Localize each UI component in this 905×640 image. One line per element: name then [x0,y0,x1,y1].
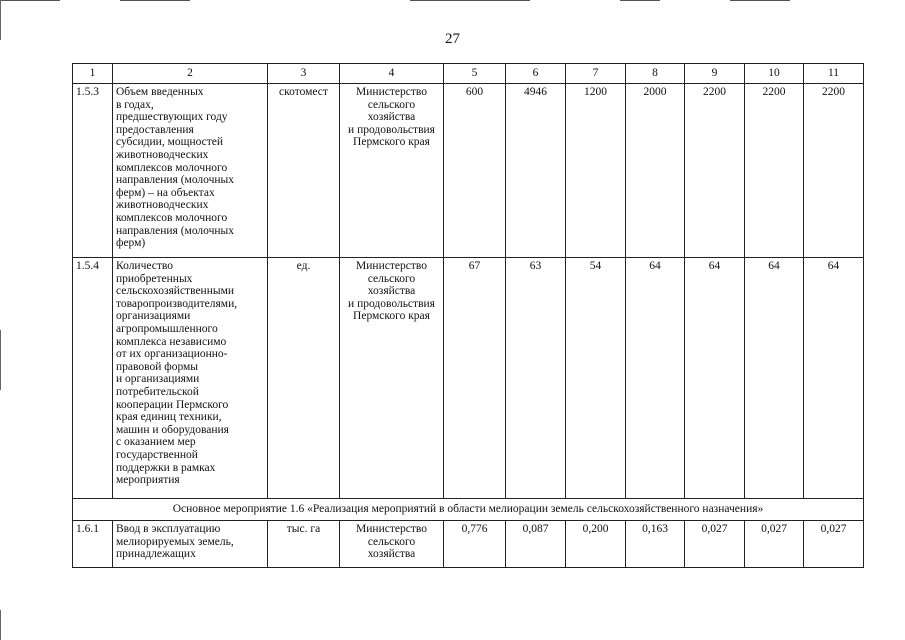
table-row [73,258,864,499]
value-cell: 2200 [685,84,745,258]
indicator-name: Объем введенных в годах, предшествующих году предоставления субсидии, мощностей животноводческих комплексов молочного направления (молочных ферм) – на объектах животноводческих комплексов молочного направления (молочных ферм) [113,84,268,258]
executor-cell: Министерство сельского хозяйства [340,521,444,568]
value-cell: 0,163 [626,521,685,568]
value-cell: 67 [444,258,506,499]
value-cell: 4946 [506,84,566,258]
unit-cell: тыс. га [268,521,340,568]
section-header-row [73,499,864,521]
value-cell: 2200 [804,84,864,258]
row-index: 1.6.1 [73,521,113,568]
scan-edge-left [0,0,2,640]
section-header: Основное мероприятие 1.6 «Реализация мероприятий в области мелиорации земель сельскохозяйственного назначения» [73,499,864,521]
table-row [73,521,864,568]
column-number: 10 [745,64,804,84]
column-number: 7 [566,64,626,84]
column-number: 2 [113,64,268,84]
row-index: 1.5.4 [73,258,113,499]
value-cell: 0,027 [804,521,864,568]
column-number: 11 [804,64,864,84]
scan-edge-top [0,0,905,2]
table-row [73,84,864,258]
value-cell: 64 [745,258,804,499]
value-cell: 64 [804,258,864,499]
value-cell: 63 [506,258,566,499]
unit-cell: скотомест [268,84,340,258]
indicators-table [72,63,864,568]
value-cell: 0,027 [745,521,804,568]
value-cell: 54 [566,258,626,499]
unit-cell: ед. [268,258,340,499]
value-cell: 1200 [566,84,626,258]
value-cell: 2200 [745,84,804,258]
value-cell: 0,776 [444,521,506,568]
column-number: 5 [444,64,506,84]
column-number: 3 [268,64,340,84]
column-number-row [73,64,864,84]
column-number: 9 [685,64,745,84]
value-cell: 64 [685,258,745,499]
page-number: 27 [445,31,460,47]
value-cell: 0,087 [506,521,566,568]
executor-cell: Министерство сельского хозяйства и продовольствия Пермского края [340,84,444,258]
executor-cell: Министерство сельского хозяйства и продовольствия Пермского края [340,258,444,499]
value-cell: 0,027 [685,521,745,568]
row-index: 1.5.3 [73,84,113,258]
column-number: 4 [340,64,444,84]
column-number: 1 [73,64,113,84]
column-number: 6 [506,64,566,84]
value-cell: 64 [626,258,685,499]
column-number: 8 [626,64,685,84]
indicator-name: Ввод в эксплуатацию мелиорируемых земель, принадлежащих [113,521,268,568]
value-cell: 0,200 [566,521,626,568]
indicator-name: Количество приобретенных сельскохозяйственными товаропроизводителями, организациями агропромышленного комплекса независимо от их организационно- правовой формы и организациями потребительской кооперации Пермского края единиц техники, машин и оборудования с оказанием мер государственной поддержки в рамках мероприятия [113,258,268,499]
value-cell: 600 [444,84,506,258]
value-cell: 2000 [626,84,685,258]
